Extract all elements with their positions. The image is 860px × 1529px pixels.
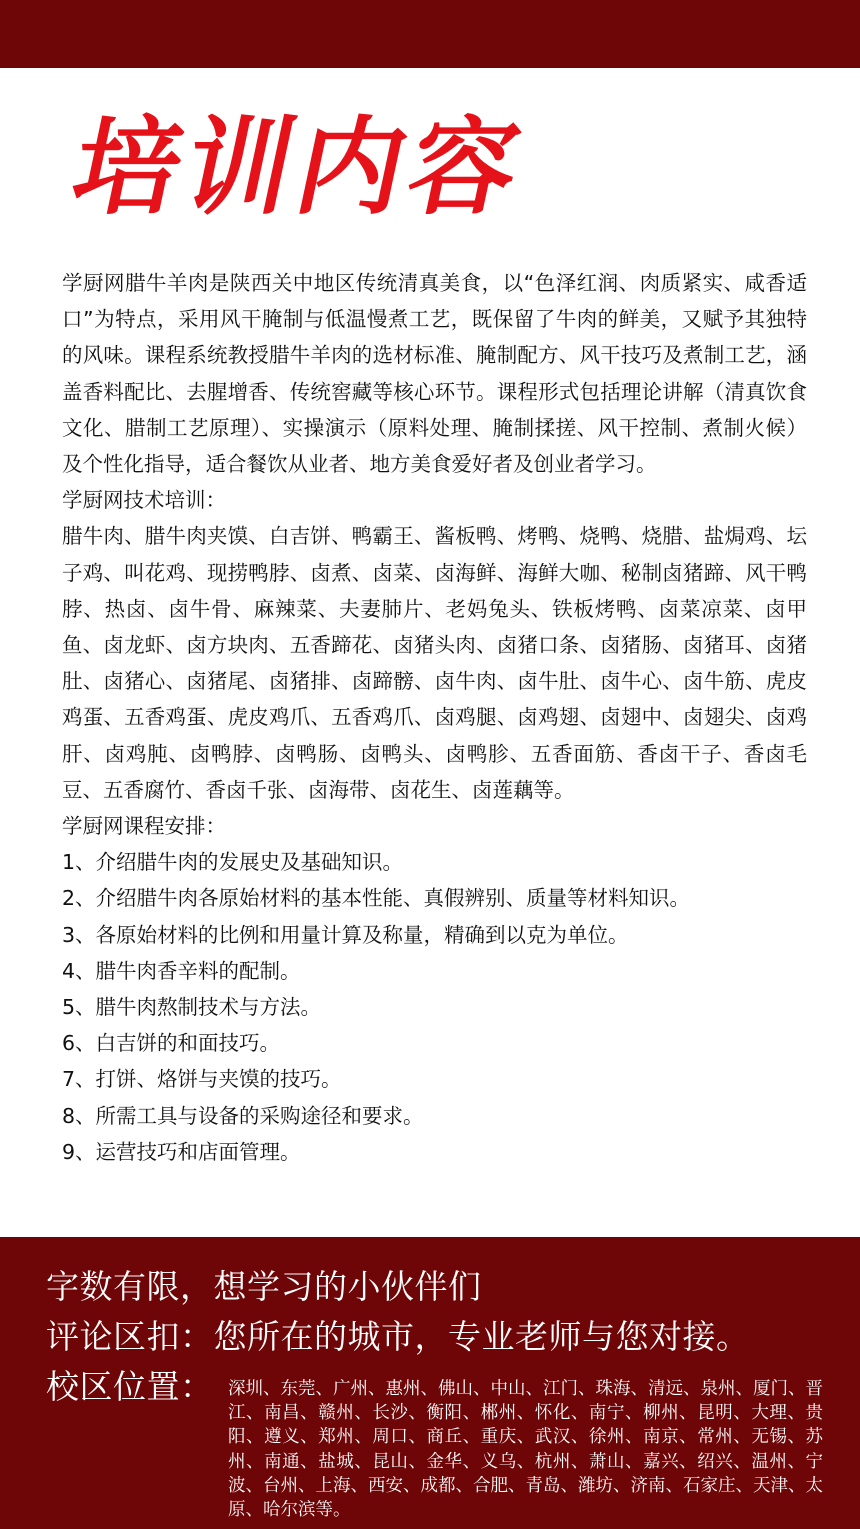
course-item: 7、打饼、烙饼与夹馍的技巧。 xyxy=(62,1067,342,1092)
footer-line-1: 字数有限，想学习的小伙伴们 xyxy=(46,1267,482,1306)
tech-items-paragraph: 腊牛肉、腊牛肉夹馍、白吉饼、鸭霸王、酱板鸭、烤鸭、烧鸭、烧腊、盐焗鸡、坛子鸡、叫花鸡、现捞鸭脖、卤煮、卤菜、卤海鲜、海鲜大咖、秘制卤猪蹄、风干鸭脖、热卤、卤牛骨、麻辣菜、夫妻肺片、老妈兔头、铁板烤鸭、卤菜凉菜、卤甲鱼、卤龙虾、卤方块肉、五香蹄花、卤猪头肉、卤猪口条、卤猪肠、卤猪耳、卤猪肚、卤猪心、卤猪尾、卤猪排、卤蹄髈、卤牛肉、卤牛肚、卤牛心、卤牛筋、虎皮鸡蛋、五香鸡蛋、虎皮鸡爪、五香鸡爪、卤鸡腿、卤鸡翅、卤翅中、卤翅尖、卤鸡肝、卤鸡肫、卤鸭脖、卤鸭肠、卤鸭头、卤鸭胗、五香面筋、香卤干子、香卤毛豆、五香腐竹、香卤千张、卤海带、卤花生、卤莲藕等。 xyxy=(62,524,807,802)
course-item: 1、介绍腊牛肉的发展史及基础知识。 xyxy=(62,850,404,875)
footer-line-2: 评论区扣：您所在的城市，专业老师与您对接。 xyxy=(46,1317,750,1356)
course-list xyxy=(62,844,807,1170)
intro-paragraph: 学厨网腊牛羊肉是陕西关中地区传统清真美食，以“色泽红润、肉质紧实、咸香适口”为特点，采用风干腌制与低温慢煮工艺，既保留了牛肉的鲜美，又赋予其独特的风味。课程系统教授腊牛羊肉的选材标准、腌制配方、风干技巧及煮制工艺，涵盖香料配比、去腥增香、传统窖藏等核心环节。课程形式包括理论讲解（清真饮食文化、腊制工艺原理）、实操演示（原料处理、腌制揉搓、风干控制、煮制火候）及个性化指导，适合餐饮从业者、地方美食爱好者及创业者学习。 xyxy=(62,271,807,477)
course-heading: 学厨网课程安排： xyxy=(62,814,226,839)
footer-band xyxy=(0,1237,860,1529)
course-item: 9、运营技巧和店面管理。 xyxy=(62,1139,301,1164)
tech-heading: 学厨网技术培训： xyxy=(62,488,226,513)
campus-city-list: 深圳、东莞、广州、惠州、佛山、中山、江门、珠海、清远、泉州、厦门、晋江、南昌、赣州、长沙、衡阳、郴州、怀化、南宁、柳州、昆明、大理、贵阳、遵义、郑州、周口、商丘、重庆、武汉、徐州、南京、常州、无锡、苏州、南通、盐城、昆山、金华、义乌、杭州、萧山、嘉兴、绍兴、温州、宁波、台州、上海、西安、成都、合肥、青岛、潍坊、济南、石家庄、天津、太原、哈尔滨等。 xyxy=(228,1379,823,1521)
campus-label: 校区位置： xyxy=(46,1367,214,1406)
course-item: 3、各原始材料的比例和用量计算及称量，精确到以克为单位。 xyxy=(62,922,629,947)
content-body xyxy=(62,265,807,1170)
course-item: 5、腊牛肉熬制技术与方法。 xyxy=(62,995,322,1020)
course-item: 6、白吉饼的和面技巧。 xyxy=(62,1031,281,1056)
top-band xyxy=(0,0,860,68)
course-item: 4、腊牛肉香辛料的配制。 xyxy=(62,958,301,983)
course-item: 8、所需工具与设备的采购途径和要求。 xyxy=(62,1103,424,1128)
page-title: 培训内容 xyxy=(61,106,536,229)
course-item: 2、介绍腊牛肉各原始材料的基本性能、真假辨别、质量等材料知识。 xyxy=(62,886,691,911)
